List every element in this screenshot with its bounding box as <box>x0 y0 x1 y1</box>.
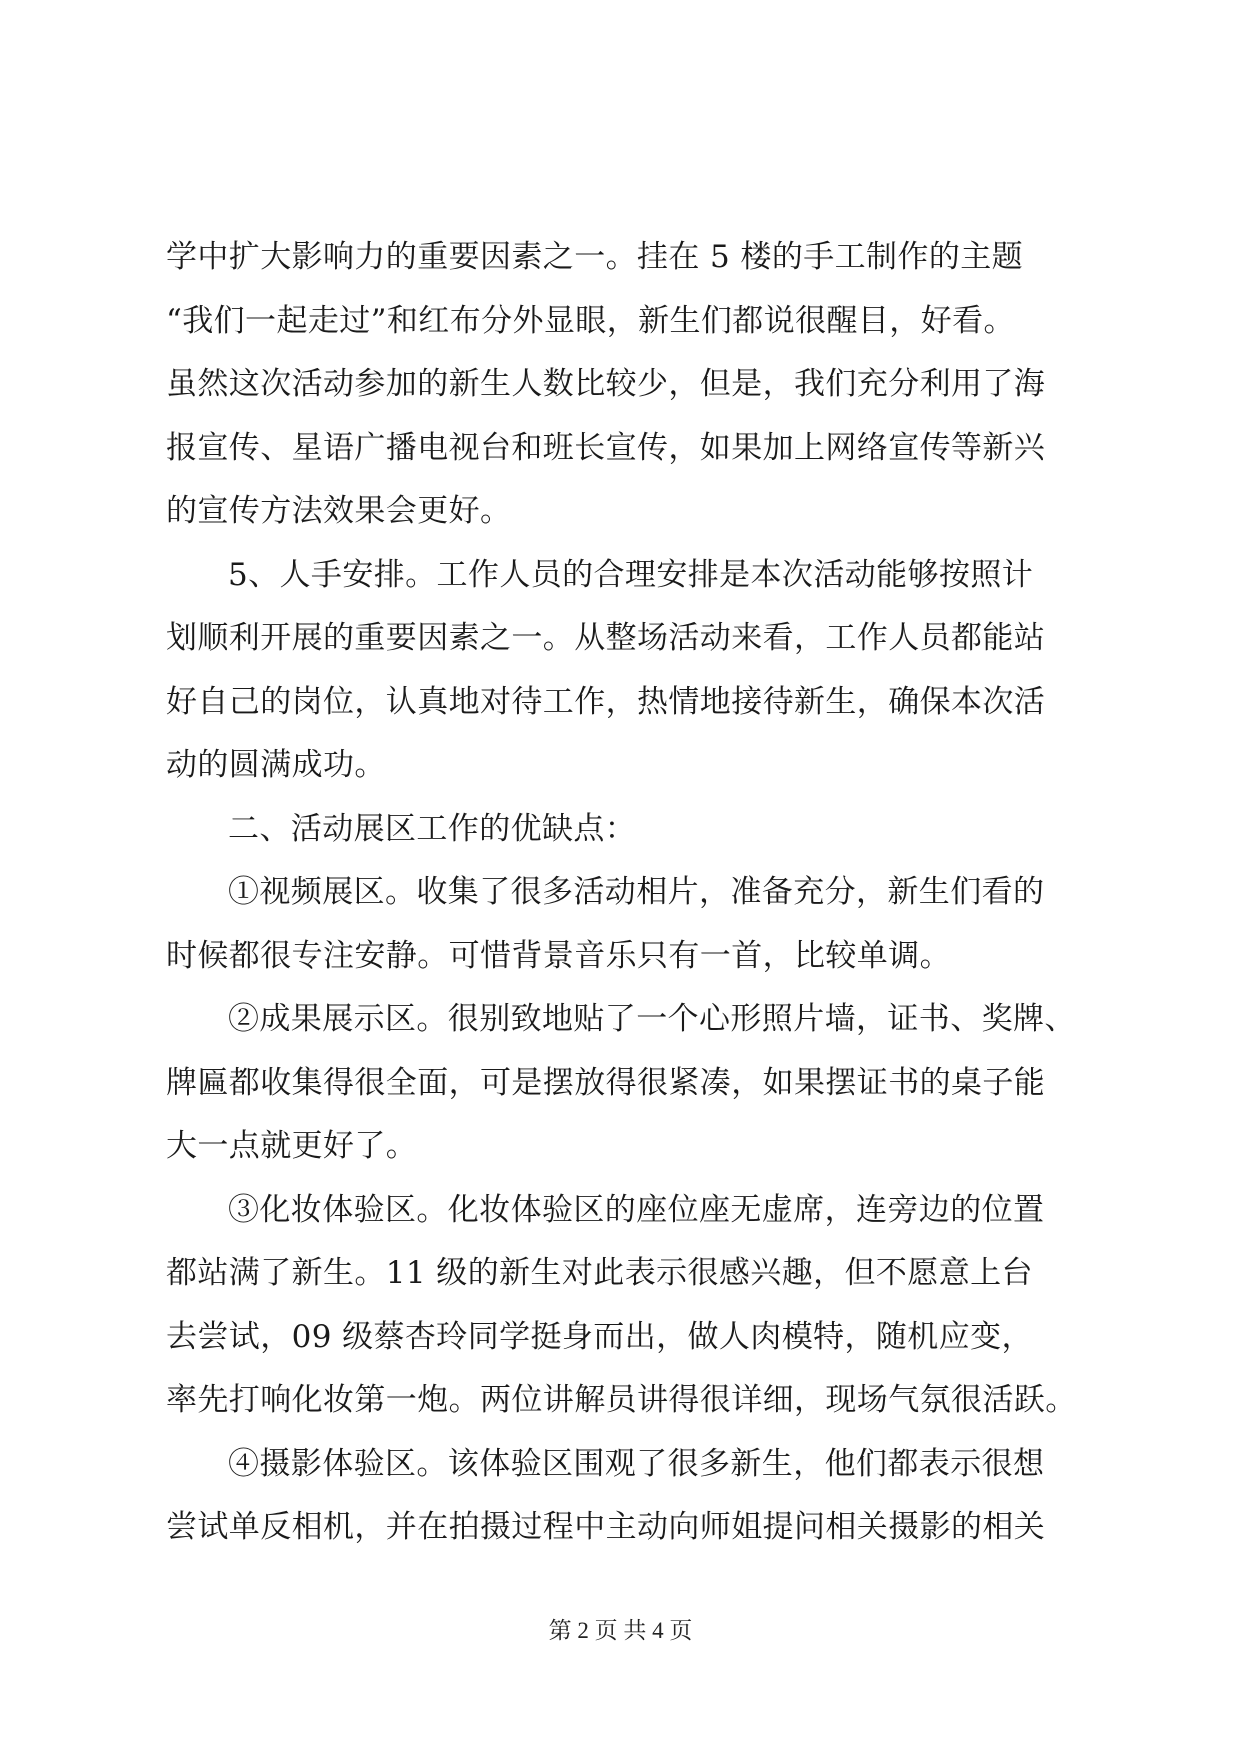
text-line: 率先打响化妆第一炮。两位讲解员讲得很详细，现场气氛很活跃。 <box>166 1382 1077 1418</box>
paragraph-start-line: ④摄影体验区。该体验区围观了很多新生，他们都表示很想 <box>228 1445 1045 1482</box>
text-line: 动的圆满成功。 <box>166 747 386 783</box>
paragraph-start-line: 5、人手安排。工作人员的合理安排是本次活动能够按照计 <box>228 556 1034 593</box>
text-line: 尝试单反相机，并在拍摄过程中主动向师姐提问相关摄影的相关 <box>166 1509 1046 1545</box>
text-line: 划顺利开展的重要因素之一。从整场活动来看，工作人员都能站 <box>166 620 1046 656</box>
text-line: 时候都很专注安静。可惜背景音乐只有一首，比较单调。 <box>166 937 951 974</box>
text-line: 报宣传、星语广播电视台和班长宣传，如果加上网络宣传等新兴 <box>166 429 1046 466</box>
document-body <box>166 226 1086 1560</box>
text-line: 牌匾都收集得很全面，可是摆放得很紧凑，如果摆证书的桌子能 <box>166 1064 1046 1101</box>
text-line: “我们一起走过”和红布分外显眼，新生们都说很醒目，好看。 <box>166 302 1015 339</box>
page-number-footer: 第 2 页 共 4 页 <box>548 1618 693 1643</box>
text-line: 虽然这次活动参加的新生人数比较少，但是，我们充分利用了海 <box>166 366 1046 402</box>
paragraph-start-line: ①视频展区。收集了很多活动相片，准备充分，新生们看的 <box>228 874 1045 910</box>
text-line: 的宣传方法效果会更好。 <box>166 493 512 529</box>
text-line: 去尝试，09 级蔡杏玲同学挺身而出，做人肉模特，随机应变， <box>166 1318 1033 1355</box>
text-line: 学中扩大影响力的重要因素之一。挂在 5 楼的手工制作的主题 <box>166 239 1024 275</box>
paragraph-start-line: ③化妆体验区。化妆体验区的座位座无虚席，连旁边的位置 <box>228 1191 1045 1228</box>
text-line: 都站满了新生。11 级的新生对此表示很感兴趣，但不愿意上台 <box>166 1255 1033 1291</box>
paragraph-start-line: ②成果展示区。很别致地贴了一个心形照片墙，证书、奖牌、 <box>228 1001 1076 1037</box>
section-heading: 二、活动展区工作的优缺点： <box>228 810 637 847</box>
text-line: 大一点就更好了。 <box>166 1128 418 1164</box>
text-line: 好自己的岗位，认真地对待工作，热情地接待新生，确保本次活 <box>166 683 1046 720</box>
